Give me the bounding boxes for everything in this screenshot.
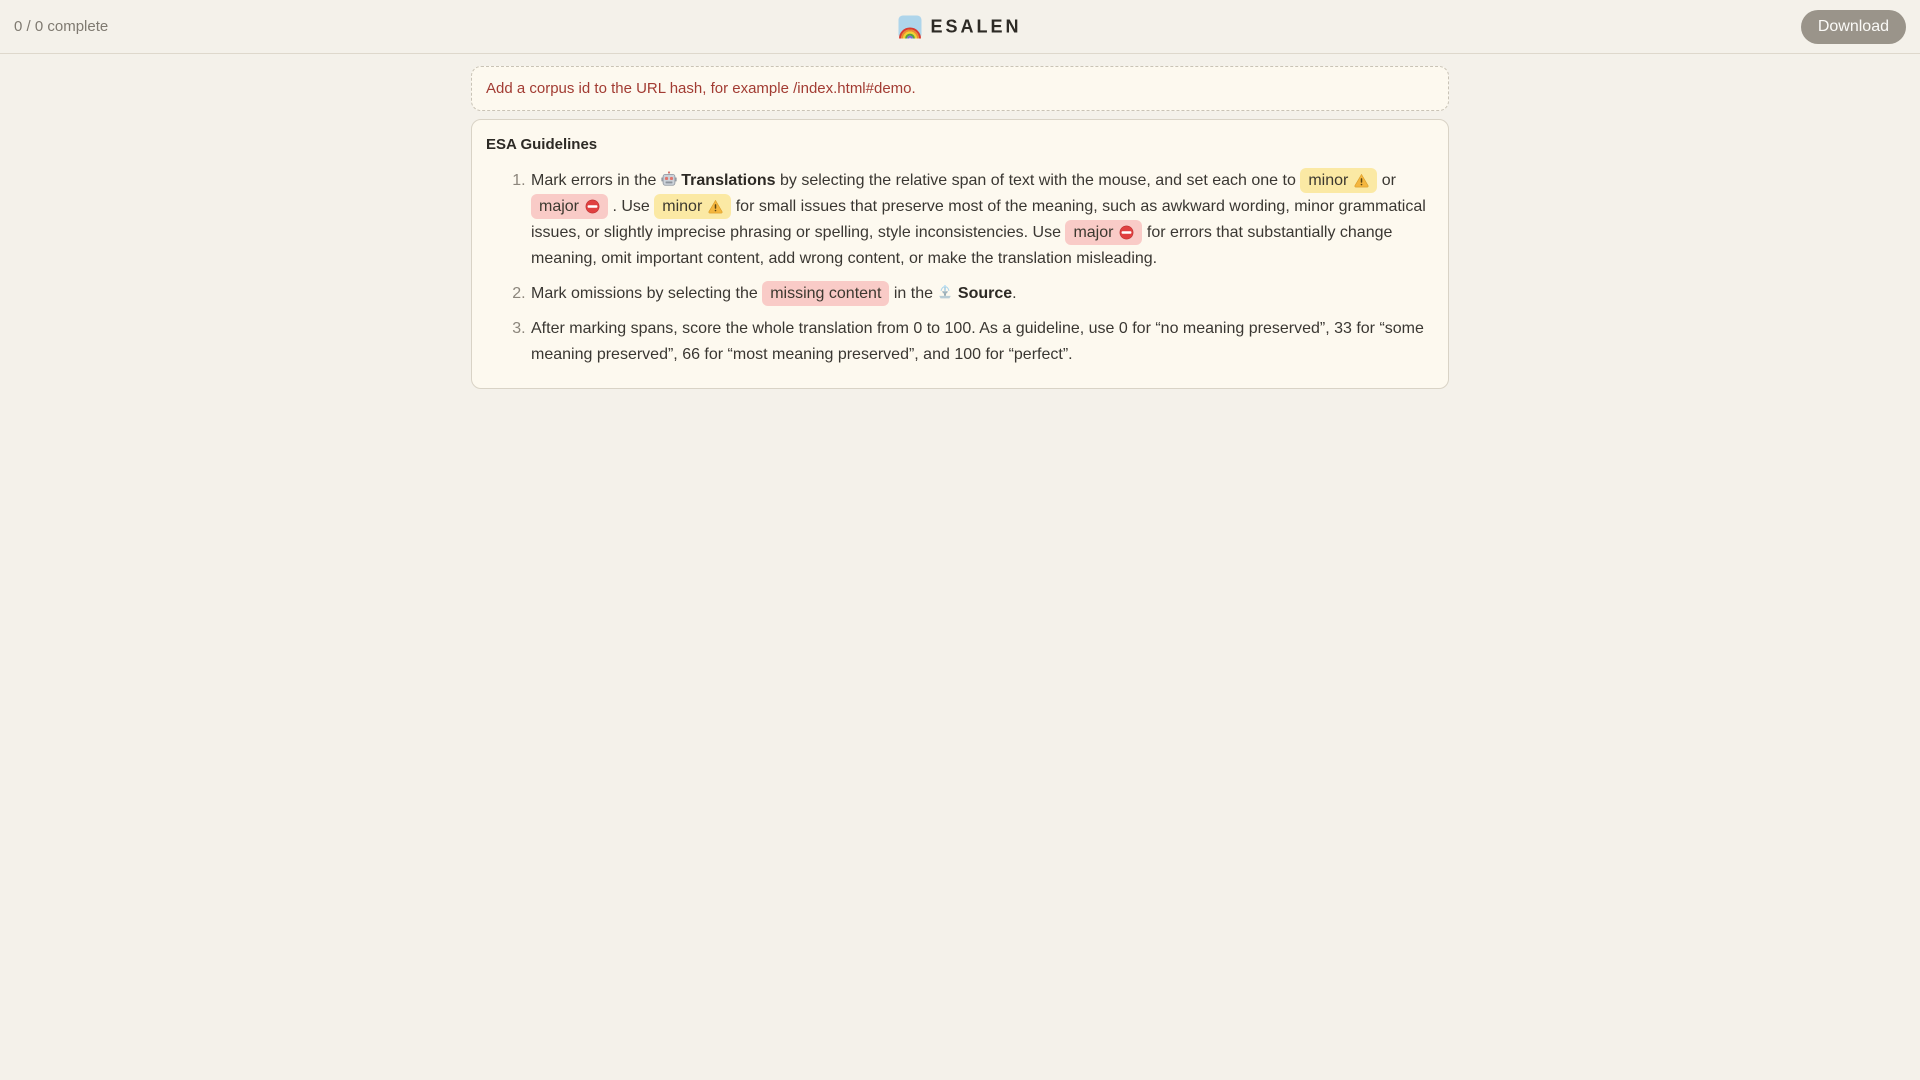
no-entry-icon: [1119, 225, 1134, 240]
item2-text: in the: [893, 285, 933, 302]
item1-bold-translations: Translations: [681, 172, 776, 189]
fountain-icon: [937, 284, 953, 300]
rainbow-icon: [898, 15, 921, 38]
item1-text: or: [1381, 172, 1397, 189]
minor-severity-tag: [654, 194, 731, 219]
item1-text: . Use: [612, 198, 650, 215]
tag-label: major: [539, 198, 580, 215]
notice-text: Add a corpus id to the URL hash, for example /index.html#demo.: [486, 80, 916, 97]
notice-banner: [471, 66, 1449, 111]
item1-text: by selecting the relative span of text with the mouse, and set each one to: [779, 172, 1296, 189]
guideline-item-1: [530, 168, 1434, 272]
tag-label: missing content: [770, 285, 882, 302]
download-button[interactable]: Download: [1801, 10, 1906, 44]
tag-label: minor: [662, 198, 703, 215]
item3-text: After marking spans, score the whole translation from 0 to 100. As a guideline, use 0 for “no meaning preserved”, 33 for “some meaning preserved”, 66 for “most meaning preserved”, and 100 for “perfect”.: [531, 320, 1424, 363]
logo: [898, 15, 1021, 38]
item1-text: for errors that substantially change meaning, omit important content, add wrong content, or make the translation misleading.: [531, 224, 1393, 267]
missing-content-tag: [762, 281, 889, 306]
item2-bold-source: Source: [957, 285, 1013, 302]
warning-icon: [1354, 173, 1369, 188]
tag-label: minor: [1308, 172, 1349, 189]
tag-label: major: [1073, 224, 1114, 241]
main-content: [471, 66, 1449, 389]
minor-severity-tag: [1300, 168, 1377, 193]
item1-text: Mark errors in the: [531, 172, 657, 189]
warning-icon: [708, 199, 723, 214]
major-severity-tag: [1065, 220, 1142, 245]
progress-counter: 0 / 0 complete: [14, 18, 109, 35]
robot-icon: [661, 171, 677, 187]
item1-text: for small issues that preserve most of the meaning, such as awkward wording, minor grammatical issues, or slightly imprecise phrasing or spelling, style inconsistencies. Use: [531, 198, 1426, 241]
guidelines-title: ESA Guidelines: [486, 136, 598, 153]
guideline-list: [486, 168, 1434, 368]
guidelines-card: [471, 119, 1449, 389]
guideline-item-2: [530, 281, 1434, 307]
logo-text: ESALEN: [930, 16, 1022, 36]
item2-text: .: [1012, 285, 1017, 302]
major-severity-tag: [531, 194, 608, 219]
app-header: [0, 0, 1920, 54]
item2-text: Mark omissions by selecting the: [531, 285, 758, 302]
no-entry-icon: [585, 199, 600, 214]
guideline-item-3: [530, 316, 1434, 368]
